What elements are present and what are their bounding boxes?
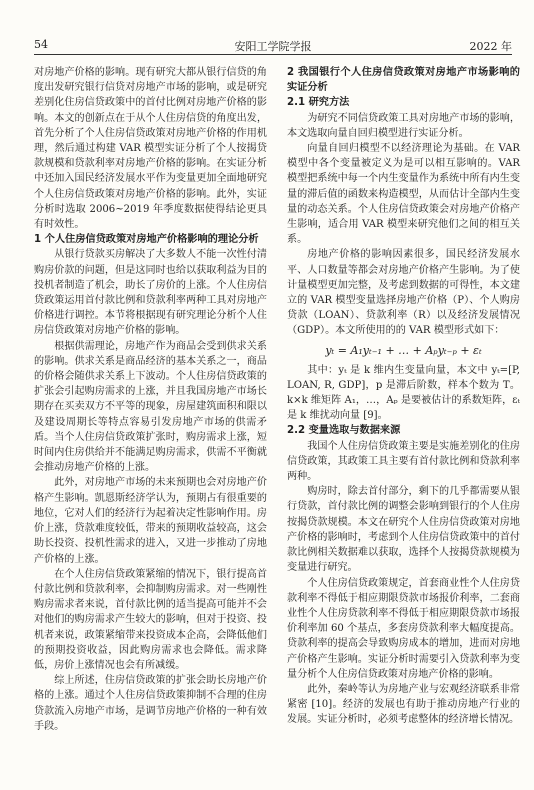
paragraph: 个人住房信贷政策规定，首套商业性个人住房贷款利率不得低于相应期限贷款市场报价利率，二套商业性个人住房贷款利率不得低于相应期限贷款市场报价利率加 60 个基点，多套房贷款利率大幅度提高。贷款利率的提高会导致购房成本的增加，进而对房地产价格产生影响。实证分析时需要引入贷款利率为变量分析个人住房信贷政策对房地产价格的影响。: [287, 577, 520, 680]
page-number: 54: [34, 38, 48, 51]
paragraph: 此外，对房地产市场的未来预期也会对房地产价格产生影响。凯恩斯经济学认为，预期占有很重要的地位，它对人们的经济行为起着决定性影响作用。房价上涨，贷款难度较低，带来的预期收益较高，这会助长投资、投机性需求的进入，又进一步推动了房地产价格的上涨。: [34, 477, 267, 565]
paragraph: 其中：yₜ 是 k 维内生变量向量，本文中 yₜ=[P, LOAN, R, GDP]，p 是滞后阶数，样本个数为 T。k×k 维矩阵 A₁，…，Aₚ 是要被估计的系数矩阵，εₜ 是 k 维扰动向量 [9]。: [287, 364, 520, 422]
paragraph: 从银行贷款买房解决了大多数人不能一次性付清购房价款的问题，但是这同时也给以获取利益为目的投机者制造了机会，助长了房价的上涨。个人住房信贷政策运用首付款比例和贷款利率两种工具对房地产价格进行调控。本节将根据现有研究理论分析个人住房信贷政策对房地产价格的影响。: [34, 249, 267, 337]
paragraph: 向量自回归模型不以经济理论为基础。在 VAR 模型中各个变量被定义为是可以相互影响的。VAR 模型把系统中每一个内生变量作为系统中所有内生变量的滞后值的函数来构造模型，从而估计全部内生变量的动态关系。个人住房信贷政策会对房地产价格产生影响，适合用 VAR 模型来研究他们之间的相互关系。: [287, 143, 520, 246]
paragraph: 房地产价格的影响因素很多，国民经济发展水平、人口数量等都会对房地产价格产生影响。为了使计量模型更加完整，及考虑到数据的可得性，本文建立的 VAR 模型变量选择房地产价格（P）、个人购房贷款（LOAN）、贷款利率（R）以及经济发展情况（GDP）。本文所使用的的 VAR 模型形式如下：: [287, 249, 520, 337]
paragraph: 根据供需理论，房地产作为商品会受到供求关系的影响。供求关系是商品经济的基本关系之一，商品的价格会随供求关系上下波动。个人住房信贷政策的扩张会引起购房需求的上涨，并且我国房地产市场长期存在买卖双方不平等的现象，房屋建筑面积和限以及建设周期长等特点容易引发房地产市场的供需矛盾。当个人住房信贷政策扩张时，购房需求上涨，短时间内住房供给并不能满足购房需求，供需不平衡就会推动房地产价格的上涨。: [34, 340, 267, 474]
paragraph: 我国个人住房信贷政策主要是实施差别化的住房信贷政策，其政策工具主要有首付款比例和贷款利率两种。: [287, 440, 520, 483]
paragraph: 综上所述，住房信贷政策的扩张会助长房地产价格的上涨。通过个人住房信贷政策抑制不合理的住房贷款流入房地产市场，是调节房地产价格的一种有效手段。: [34, 675, 267, 732]
page-header: [34, 38, 512, 55]
paragraph: 在个人住房信贷政策紧缩的情况下，银行提高首付款比例和贷款利率，会抑制购房需求。对一些刚性购房需求者来说，首付款比例的适当提高可能并不会对他们的购房需求产生较大的影响，但对于投资、投机者来说，政策紧缩带来投资成本企高，会降低他们的预期投资收益，因此购房需求也会降低。需求降低，房价上涨情况也会有所减缓。: [34, 568, 267, 671]
left-column: [34, 65, 267, 734]
journal-title: 安阳工学院学报: [234, 40, 312, 53]
paragraph: 对房地产价格的影响。现有研究大都从银行信贷的角度出发研究银行信贷对房地产市场的影响，或是研究差别化住房信贷政策中的首付比例对房地产价格的影响。本文的创新点在于从个人住房信贷的角度出发，首先分析了个人住房信贷政策对房地产价格的作用机理，然后通过构建 VAR 模型实证分析了个人按揭贷款规模和贷款利率对房地产价格的影响。在实证分析中还加入国民经济发展水平作为变量更加全面地研究个人住房信贷政策对房地产价格的影响。此外，实证分析时选取 2006~2019 年季度数据使得结论更具有时效性。: [34, 67, 267, 231]
right-column: [287, 65, 520, 728]
paragraph: 此外，秦岭等认为房地产业与宏观经济联系非常紧密 [10]。经济的发展也有助于推动房地产行业的发展。实证分析时，必须考虑整体的经济增长情况。: [287, 683, 520, 726]
section-heading-2: 2 我国银行个人住房信贷政策对房地产市场影响的实证分析: [287, 67, 520, 94]
publication-year: 2022 年: [469, 40, 512, 53]
paragraph: 购房时，除去首付部分，剩下的几乎都需要从银行贷款，首付款比例的调整会影响到银行的个人住房按揭贷款规模。本文在研究个人住房信贷政策对房地产价格的影响时，考虑到个人住房信贷政策中的首付款比例相关数据难以获取，选择个人按揭贷款规模为变量进行研究。: [287, 486, 520, 574]
section-heading-1: 1 个人住房信贷政策对房地产价格影响的理论分析: [34, 234, 259, 246]
paragraph: 为研究不同信贷政策工具对房地产市场的影响，本文选取向量自回归模型进行实证分析。: [287, 112, 520, 139]
subsection-heading-2-1: 2.1 研究方法: [287, 97, 350, 109]
subsection-heading-2-2: 2.2 变量选取与数据来源: [287, 425, 401, 437]
var-model-formula: yₜ = A₁yₜ₋₁ + … + Aₚyₜ₋ₚ + εₜ: [325, 343, 482, 357]
